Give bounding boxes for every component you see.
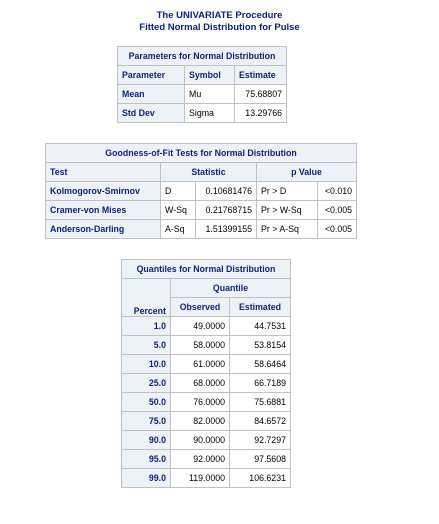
- symbol-cell: Sigma: [185, 104, 235, 123]
- estimated-cell: 66.7189: [230, 374, 291, 393]
- estimate-cell: 75.68807: [235, 85, 287, 104]
- table-row: [122, 412, 291, 431]
- parameters-table: [117, 46, 287, 123]
- estimated-cell: 75.6881: [230, 393, 291, 412]
- table-row: [118, 104, 287, 123]
- procedure-titles: [0, 10, 439, 34]
- pvalue-header: p Value: [257, 163, 357, 182]
- estimate-cell: 13.29766: [235, 104, 287, 123]
- stat-symbol-cell: A-Sq: [161, 220, 196, 239]
- stat-symbol-cell: D: [161, 182, 196, 201]
- observed-cell: 61.0000: [171, 355, 230, 374]
- parameters-table-title: Parameters for Normal Distribution: [118, 47, 287, 66]
- estimated-cell: 97.5608: [230, 450, 291, 469]
- stat-symbol-cell: W-Sq: [161, 201, 196, 220]
- percent-cell: 95.0: [122, 450, 171, 469]
- p-value-cell: <0.010: [318, 182, 357, 201]
- observed-cell: 68.0000: [171, 374, 230, 393]
- estimated-cell: 44.7531: [230, 317, 291, 336]
- percent-cell: 50.0: [122, 393, 171, 412]
- stat-value-cell: 1.51399155: [196, 220, 257, 239]
- p-label-cell: Pr > D: [257, 182, 318, 201]
- estimated-cell: 53.8154: [230, 336, 291, 355]
- observed-cell: 58.0000: [171, 336, 230, 355]
- table-row: [122, 355, 291, 374]
- quantiles-table-title: Quantiles for Normal Distribution: [122, 260, 291, 279]
- test-header: Test: [46, 163, 161, 182]
- p-value-cell: <0.005: [318, 201, 357, 220]
- table-row: [46, 220, 357, 239]
- procedure-subtitle: Fitted Normal Distribution for Pulse: [139, 22, 300, 33]
- p-label-cell: Pr > A-Sq: [257, 220, 318, 239]
- percent-header: Percent: [122, 279, 171, 317]
- table-row: [46, 182, 357, 201]
- stat-value-cell: 0.10681476: [196, 182, 257, 201]
- percent-cell: 5.0: [122, 336, 171, 355]
- percent-cell: 99.0: [122, 469, 171, 488]
- observed-header: Observed: [171, 298, 230, 317]
- percent-cell: 10.0: [122, 355, 171, 374]
- estimated-cell: 58.6464: [230, 355, 291, 374]
- table-row: [122, 450, 291, 469]
- percent-cell: 25.0: [122, 374, 171, 393]
- stat-value-cell: 0.21768715: [196, 201, 257, 220]
- table-row: [122, 374, 291, 393]
- p-label-cell: Pr > W-Sq: [257, 201, 318, 220]
- table-row: [118, 85, 287, 104]
- quantile-group-header: Quantile: [171, 279, 291, 298]
- observed-cell: 92.0000: [171, 450, 230, 469]
- row-header: Std Dev: [118, 104, 185, 123]
- quantiles-table: [121, 259, 291, 488]
- table-row: [122, 393, 291, 412]
- statistic-header: Statistic: [161, 163, 257, 182]
- table-row: [122, 317, 291, 336]
- percent-cell: 1.0: [122, 317, 171, 336]
- row-header: Mean: [118, 85, 185, 104]
- estimate-header: Estimate: [235, 66, 287, 85]
- symbol-header: Symbol: [185, 66, 235, 85]
- table-row: [122, 431, 291, 450]
- parameter-header: Parameter: [118, 66, 185, 85]
- procedure-title: The UNIVARIATE Procedure: [156, 10, 283, 21]
- observed-cell: 49.0000: [171, 317, 230, 336]
- table-row: [122, 336, 291, 355]
- p-value-cell: <0.005: [318, 220, 357, 239]
- observed-cell: 82.0000: [171, 412, 230, 431]
- observed-cell: 76.0000: [171, 393, 230, 412]
- estimated-cell: 92.7297: [230, 431, 291, 450]
- percent-cell: 90.0: [122, 431, 171, 450]
- table-row: [122, 469, 291, 488]
- row-header: Kolmogorov-Smirnov: [46, 182, 161, 201]
- estimated-header: Estimated: [230, 298, 291, 317]
- estimated-cell: 106.6231: [230, 469, 291, 488]
- percent-cell: 75.0: [122, 412, 171, 431]
- row-header: Cramer-von Mises: [46, 201, 161, 220]
- symbol-cell: Mu: [185, 85, 235, 104]
- observed-cell: 90.0000: [171, 431, 230, 450]
- estimated-cell: 84.6572: [230, 412, 291, 431]
- row-header: Anderson-Darling: [46, 220, 161, 239]
- table-row: [46, 201, 357, 220]
- gof-table-title: Goodness-of-Fit Tests for Normal Distribution: [46, 144, 357, 163]
- goodness-of-fit-table: [45, 143, 357, 239]
- observed-cell: 119.0000: [171, 469, 230, 488]
